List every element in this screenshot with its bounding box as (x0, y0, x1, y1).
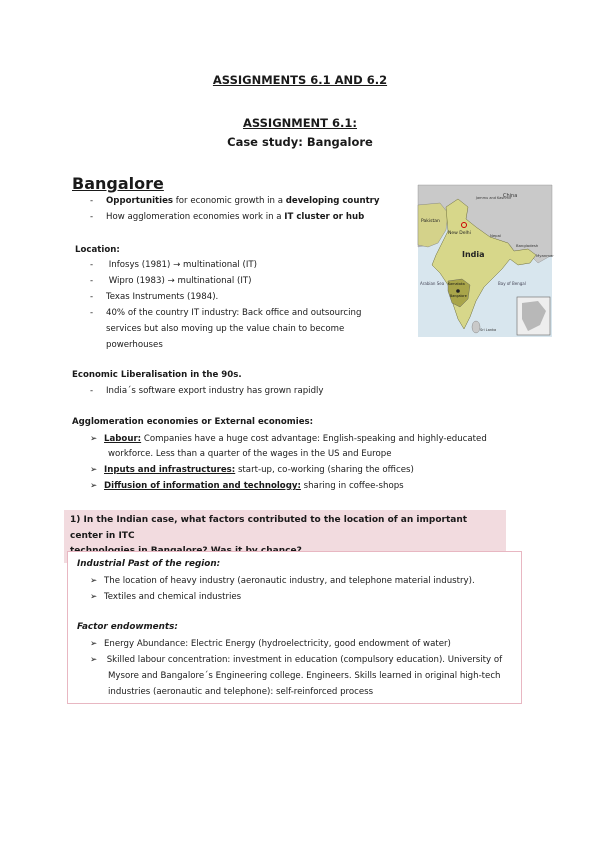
label-india: India (462, 250, 485, 259)
location-item-3: - Texas Instruments (1984). (90, 292, 219, 302)
question-line-1: 1) In the Indian case, what factors contributed to the location of an important center in ITC (70, 515, 468, 541)
factor-item-1: ➢ Energy Abundance: Electric Energy (hydroelectricity, good endowment of water) (90, 639, 451, 649)
label-nepal: Nepal (490, 233, 501, 238)
factor-item-2-cont2: industries (aeronautic and telephone): self-reinforced process (108, 687, 374, 697)
bangalore-bullet-2: - How agglomeration economies work in a IT cluster or hub (90, 212, 365, 222)
bangalore-marker (456, 289, 460, 293)
factor-item-2-cont1: Mysore and Bangalore´s Engineering college. Engineers. Skills learned in original high-tech (108, 671, 501, 681)
bangalore-bullet-1: - Opportunities for economic growth in a developing country (90, 196, 380, 206)
label-kashmir: Jammu and Kashmir (476, 196, 512, 200)
agglomeration-labour-cont: workforce. Less than a quarter of the wages in the US and Europe (108, 449, 392, 459)
label-karnataka: Karnataka (448, 282, 465, 286)
case-study-title: Case study: Bangalore (227, 135, 373, 149)
document-title: ASSIGNMENTS 6.1 AND 6.2 (212, 73, 388, 87)
label-arabian-sea: Arabian Sea (420, 281, 445, 286)
label-pakistan: Pakistan (421, 219, 440, 224)
location-item-4-cont: services but also moving up the value chain to become (106, 324, 345, 334)
liberalisation-item: - India´s software export industry has grown rapidly (90, 386, 324, 396)
bangalore-heading: Bangalore (72, 174, 164, 193)
location-item-2: - Wipro (1983) → multinational (IT) (90, 276, 252, 286)
location-item-4-cont2: powerhouses (106, 340, 163, 350)
label-bay-of-bengal: Bay of Bengal (498, 281, 526, 286)
industrial-item-2: ➢ Textiles and chemical industries (90, 592, 242, 602)
label-bangalore: Bangalore (450, 294, 467, 298)
location-item-4: - 40% of the country IT industry: Back office and outsourcing (90, 308, 362, 318)
label-bangladesh: Bangladesh (516, 243, 539, 248)
india-map (418, 185, 552, 337)
label-new-delhi: New Delhi (448, 231, 471, 236)
bullet2-pre: How agglomeration economies work in a (106, 212, 285, 222)
agglomeration-heading: Agglomeration economies or External economies: (72, 417, 314, 427)
agglomeration-labour: ➢ Labour: Companies have a huge cost advantage: English-speaking and highly-educated (90, 434, 487, 444)
agglomeration-diffusion: ➢ Diffusion of information and technology: sharing in coffee-shops (90, 481, 404, 491)
assignment-title: ASSIGNMENT 6.1: (242, 116, 358, 130)
label-sri-lanka: Sri Lanka (480, 328, 497, 332)
bullet1-mid: for economic growth in a (173, 196, 286, 206)
industrial-item-1: ➢ The location of heavy industry (aeronautic industry, and telephone material industry). (90, 576, 475, 586)
location-label: Location: (75, 245, 120, 255)
agglomeration-inputs: ➢ Inputs and infrastructures: start-up, co-working (sharing the offices) (90, 465, 414, 475)
map-sri-lanka (472, 321, 480, 333)
opportunities-bold: Opportunities (106, 196, 174, 206)
developing-country-bold: developing country (285, 196, 380, 206)
factor-item-2: ➢ Skilled labour concentration: investment in education (compulsory education). University of (90, 655, 503, 665)
industrial-heading: Industrial Past of the region: (77, 559, 221, 569)
label-china: China (503, 193, 518, 199)
india-map-graphic (418, 185, 552, 337)
liberalisation-heading: Economic Liberalisation in the 90s. (72, 370, 242, 380)
it-cluster-bold: IT cluster or hub (284, 212, 365, 222)
label-myanmar: Myanmar (536, 253, 554, 258)
location-item-1: - Infosys (1981) → multinational (IT) (90, 260, 258, 270)
factor-heading: Factor endowments: (77, 622, 178, 632)
